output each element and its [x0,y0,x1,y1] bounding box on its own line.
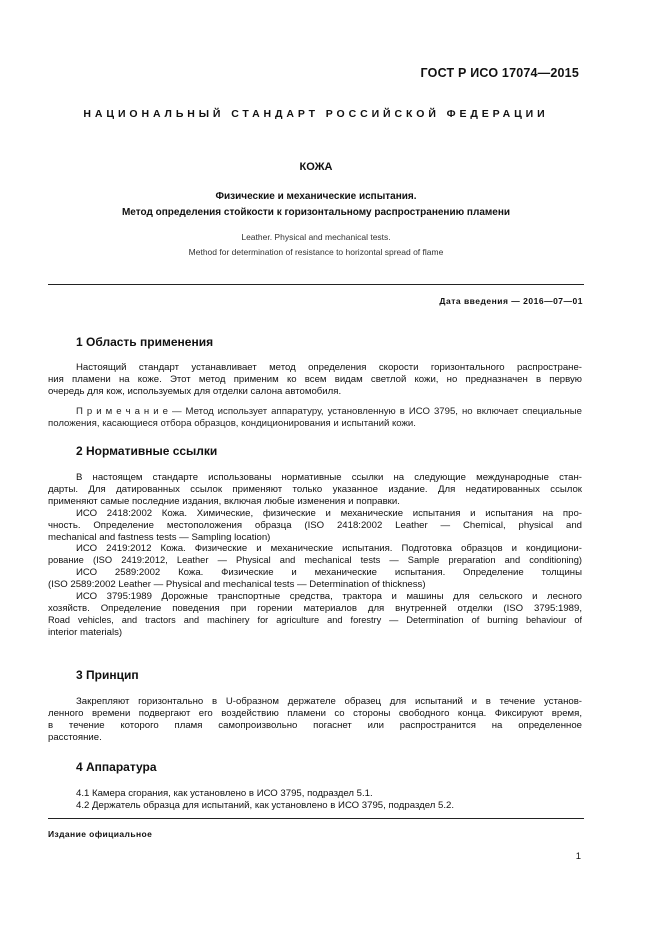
note-line: П р и м е ч а н и е — Метод использует аппаратуру, установленную в ИСО 3795, но включает специальные [76,406,582,417]
section-3-text [48,696,582,744]
section-1-text [48,362,582,398]
subtitle-ru-line-1: Физические и механические испытания. [215,191,417,202]
subtitle-ru-line-2: Метод определения стойкости к горизонтальному распространению пламени [121,207,511,218]
reference-line: ИСО 2589:2002 Кожа. Физические и механические испытания. Определение толщины [76,567,582,579]
text-line: Закрепляют горизонтально в U-образном держателе образец для испытаний и в течение установ- [76,696,582,707]
national-standard-heading: НАЦИОНАЛЬНЫЙ СТАНДАРТ РОССИЙСКОЙ ФЕДЕРАЦИИ [83,108,549,120]
header-rule [48,284,584,285]
document-title: КОЖА [299,161,333,173]
effective-date: Дата введения — 2016—07—01 [439,296,583,306]
page-number: 1 [575,851,581,862]
text-line: применяют самые последние издания, включая любые изменения и поправки. [48,495,400,507]
reference-line: чность. Определение местоположения образца (ISO 2418:2002 Leather — Chemical, physical and [48,519,582,531]
edition-label: Издание официальное [48,829,153,839]
text-line: В настоящем стандарте использованы нормативные ссылки на следующие международные стан- [76,472,582,483]
section-1-note [48,406,582,430]
footer-rule [48,818,584,819]
reference-line: рование (ISO 2419:2012, Leather — Physical and mechanical tests — Sample preparation and conditioning) [48,555,582,566]
standard-code: ГОСТ Р ИСО 17074—2015 [420,66,579,80]
list-item: 4.2 Держатель образца для испытаний, как установлено в ИСО 3795, подраздел 5.2. [76,799,455,811]
reference-line: interior materials) [48,626,123,638]
text-line: ния пламени на коже. Этот метод применим ко всем видам светлой кожи, но предназначен в первую [48,373,582,385]
list-item: 4.1 Камера сгорания, как установлено в ИСО 3795, подраздел 5.1. [76,788,373,799]
text-line: расстояние. [48,731,102,743]
reference-line: (ISO 2589:2002 Leather — Physical and mechanical tests — Determination of thickness) [48,579,426,591]
section-3-heading: 3 Принцип [76,668,139,682]
document-subtitle-ru [48,189,584,221]
reference-line: хозяйств. Определение поведения при горении материалов для внутренней отделки (ISO 3795:1989, [48,602,582,614]
reference-line: mechanical and fastness tests — Sampling location) [48,531,271,543]
text-line: Настоящий стандарт устанавливает метод определения скорости горизонтального распростране- [76,362,582,373]
text-line: дарты. Для датированных ссылок применяют только указанное издание. Для недатированных ссылок [48,483,582,495]
reference-line: ИСО 2419:2012 Кожа. Физические и механические испытания. Подготовка образцов и кондициони- [76,543,582,555]
text-line: очередь для кож, используемых для отделки салона автомобиля. [48,385,342,397]
section-1-heading: 1 Область применения [76,335,214,349]
subtitle-en-line-2: Method for determination of resistance to horizontal spread of flame [188,247,444,257]
text-line: в течение которого пламя самопроизвольно погаснет или распространится на определенное [48,719,582,731]
reference-line: Road vehicles, and tractors and machinery for agriculture and forestry — Determination of burning behaviour of [48,614,582,625]
text-line: ленного времени подвергают его воздействию пламени со стороны свободного конца. Фиксируют время, [48,707,582,719]
note-line: положения, касающиеся отбора образцов, кондиционирования и испытаний кожи. [48,417,416,429]
subtitle-en-line-1: Leather. Physical and mechanical tests. [241,232,391,242]
section-4-text [48,788,582,812]
section-2-text [48,472,582,639]
section-4-heading: 4 Аппаратура [76,760,157,774]
reference-line: ИСО 3795:1989 Дорожные транспортные средства, трактора и машины для сельского и лесного [76,591,582,603]
reference-line: ИСО 2418:2002 Кожа. Химические, физические и механические испытания и испытания на про- [76,507,582,519]
document-subtitle-en [48,230,584,260]
section-2-heading: 2 Нормативные ссылки [76,444,218,458]
